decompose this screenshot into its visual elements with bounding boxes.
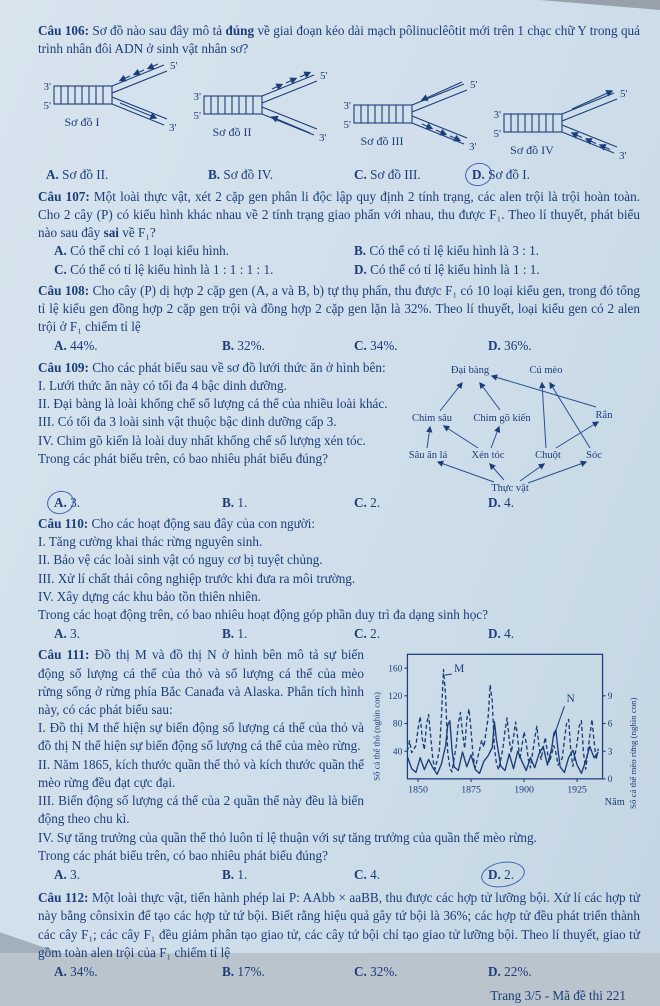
question-107-options	[38, 242, 640, 278]
question-112-statement: Câu 112: Một loài thực vật, tiến hành phép lai P: AAbb × aaBB, thu được các hợp tử lưỡng bội. Xử lí các hợp tử này bằng cônsixin để tạo các hợp tử tứ bội. Biết rằng hiệu quả gây tứ bội là 36%; các hợp tử đều phát triển thành các cây F₁; các cây F₁ đều giảm phân tạo giao tử, các cây tứ bội chỉ tạo giao tử lưỡng bội. Theo lí thuyết, giao tử gồm toàn alen trội của F₁ chiếm tỉ lệ	[38, 890, 640, 960]
option-b: B. 1.	[222, 626, 248, 642]
question-112-options	[38, 963, 640, 981]
option-d-circled: D. 2.	[488, 866, 640, 884]
replication-fork-svg-1	[38, 60, 188, 144]
food-web-svg	[398, 361, 638, 493]
svg-text:6: 6	[607, 719, 613, 730]
option-c: C. 2.	[354, 626, 381, 642]
svg-text:9: 9	[607, 692, 613, 703]
svg-text:1925: 1925	[567, 784, 587, 796]
question-109-text	[38, 359, 394, 493]
statement-list	[38, 533, 640, 606]
option-d-circled: D. Sơ đồ I.	[472, 167, 530, 183]
page-content	[0, 14, 660, 1006]
answer-circle-mark: A.	[54, 494, 67, 510]
option-b: B. 32%.	[222, 338, 265, 354]
svg-text:N: N	[566, 693, 575, 706]
question-label: Câu 108:	[38, 282, 90, 298]
question-108	[38, 282, 640, 356]
node-plants: Thực vật	[491, 482, 529, 494]
strand-label: 5'	[43, 100, 51, 113]
option-c: C. 32%.	[354, 964, 398, 980]
strand-label: 3'	[43, 81, 51, 94]
svg-text:120: 120	[388, 692, 403, 703]
bold-keyword: đúng	[225, 23, 255, 38]
option-a: A. 3.	[54, 867, 81, 882]
strand-label: 5'	[193, 110, 201, 123]
question-109-options	[38, 494, 640, 512]
question-label: Câu 110:	[38, 515, 89, 531]
replication-fork-svg-3	[338, 79, 488, 163]
food-web-diagram	[398, 359, 640, 493]
node-mouse: Chuột	[535, 449, 561, 461]
statement-iii: III. Biến động số lượng cá thể của 2 quần thể này đều là biến động theo chu kì.	[38, 793, 364, 827]
statement-list	[38, 377, 394, 450]
statement-ii: II. Bảo vệ các loài sinh vật có nguy cơ bị tuyệt chủng.	[38, 552, 323, 568]
page-footer: Trang 3/5 - Mã đề thi 221	[490, 988, 626, 1004]
option-c: C. Có thể có tỉ lệ kiểu hình là 1 : 1 : 1 : 1.	[54, 261, 274, 277]
node-eagle: Đại bàng	[450, 364, 490, 376]
dna-fork-diagram-3	[338, 79, 488, 172]
node-squirrel: Sóc	[586, 449, 602, 461]
option-c: C. Sơ đồ III.	[354, 167, 421, 183]
question-107	[38, 188, 640, 279]
option-d: D. 4.	[488, 626, 515, 642]
question-label: Câu 112:	[38, 890, 89, 906]
statement-iv: IV. Xây dựng các khu bảo tồn thiên nhiên.	[38, 588, 261, 604]
option-b: B. 1.	[222, 867, 248, 882]
svg-text:80: 80	[392, 719, 403, 730]
question-109-statement: Câu 109: Cho các phát biểu sau về sơ đồ lưới thức ăn ở hình bên:	[38, 359, 386, 375]
statement-iv: IV. Chim gõ kiến là loài duy nhất khống chế số lượng xén tóc.	[38, 432, 366, 448]
dna-fork-diagrams	[38, 60, 640, 172]
svg-text:Năm: Năm	[604, 797, 625, 809]
statement-i: I. Đồ thị M thể hiện sự biến động số lượng cá thể của thỏ và đồ thị N thể hiện sự biến động số lượng cá thể của mèo rừng.	[38, 720, 364, 754]
strand-label: 3'	[619, 150, 627, 163]
question-label: Câu 111:	[38, 647, 90, 663]
strand-label: 3'	[193, 91, 201, 104]
node-owl: Cú mèo	[529, 364, 563, 376]
question-109	[38, 359, 640, 512]
svg-text:160: 160	[388, 664, 403, 675]
dna-fork-diagram-1	[38, 60, 188, 172]
option-c: C. 4.	[354, 867, 381, 882]
population-chart-svg	[370, 646, 640, 810]
option-c: C. 2.	[354, 494, 381, 510]
node-woodpecker: Chim gõ kiến	[473, 412, 531, 424]
strand-label: 5'	[320, 70, 328, 83]
photo-background-corner	[540, 0, 660, 10]
strand-label: 3'	[343, 100, 351, 113]
node-longhorn-beetle: Xén tóc	[471, 449, 505, 461]
diagram-caption: Sơ đồ IV	[510, 143, 554, 158]
statement-iii: III. Xử lí chất thải công nghiệp trước khi đưa ra môi trường.	[38, 570, 356, 586]
statement-ii: II. Đại bàng là loài khống chế số lượng cá thể của nhiều loài khác.	[38, 396, 388, 412]
question-112	[38, 889, 640, 981]
question-106	[38, 22, 640, 185]
diagram-caption: Sơ đồ III	[360, 134, 404, 149]
question-106-statement: Câu 106: Sơ đồ nào sau đây mô tả đúng về giai đoạn kéo dài mạch pôlinuclêôtit mới trên 1 chạc chữ Y trong quá trình nhân đôi ADN ở sinh vật nhân sơ?	[38, 23, 641, 57]
strand-label: 5'	[470, 79, 478, 92]
strand-label: 5'	[493, 128, 501, 141]
question-label: Câu 106:	[38, 23, 89, 38]
question-110	[38, 515, 640, 644]
option-d: D. 22%.	[488, 964, 532, 980]
option-a: A. 44%.	[54, 338, 98, 354]
svg-text:1900: 1900	[514, 784, 534, 796]
question-110-statement: Câu 110: Cho các hoạt động sau đây của con người:	[38, 515, 316, 531]
statement-iii: III. Có tối đa 3 loài sinh vật thuộc bậc dinh dưỡng cấp 3.	[38, 414, 337, 430]
answer-circle-mark: D.	[472, 167, 485, 183]
strand-label: 3'	[169, 122, 177, 135]
option-d: D. 36%.	[488, 338, 532, 354]
diagram-caption: Sơ đồ I	[64, 115, 100, 130]
strand-label: 3'	[493, 109, 501, 122]
question-111-statement: Câu 111: Đồ thị M và đồ thị N ở hình bên mô tả sự biến động số lượng cá thể của thỏ và số lượng cá thể của mèo rừng sống ở rừng phía Bắc Canađa và Alaska. Phân tích hình này, có các phát biểu sau:	[38, 647, 364, 718]
option-b: B. Sơ đồ IV.	[208, 167, 273, 183]
question-109-prompt: Trong các phát biểu trên, có bao nhiêu phát biểu đúng?	[38, 450, 328, 466]
strand-label: 5'	[343, 119, 351, 132]
option-b: B. Có thể có tỉ lệ kiểu hình là 3 : 1.	[354, 243, 539, 259]
question-111	[38, 646, 640, 886]
option-a: A. 3.	[54, 626, 81, 642]
svg-text:40: 40	[392, 747, 403, 758]
strand-label: 3'	[319, 132, 327, 145]
option-b: B. 1.	[222, 494, 248, 510]
svg-text:0: 0	[607, 775, 613, 786]
question-107-statement: Câu 107: Một loài thực vật, xét 2 cặp gen phân li độc lập quy định 2 tính trạng, các alen trội là trội hoàn toàn. Cho 2 cây (P) có kiểu hình khác nhau về 2 tính trạng giao phấn với nhau, thu được F₁. Theo lí thuyết, phát biểu nào sau đây sai về F₁?	[38, 188, 640, 241]
svg-text:Số cá thể thỏ (nghìn con): Số cá thể thỏ (nghìn con)	[371, 692, 382, 782]
replication-fork-svg-2	[188, 70, 338, 154]
svg-text:3: 3	[607, 747, 613, 758]
option-a: A. Sơ đồ II.	[46, 167, 109, 183]
svg-text:1850: 1850	[408, 784, 428, 796]
svg-text:1875: 1875	[461, 784, 481, 796]
option-a: A. 34%.	[54, 964, 98, 980]
question-110-options	[38, 625, 640, 643]
question-111-options	[38, 866, 640, 884]
svg-text:Số cá thể mèo rừng (nghìn con): Số cá thể mèo rừng (nghìn con)	[627, 697, 638, 810]
question-108-options	[38, 337, 640, 355]
option-c: C. 34%.	[354, 338, 398, 354]
svg-text:M: M	[454, 663, 465, 676]
strand-label: 5'	[170, 60, 178, 73]
question-106-options	[38, 166, 640, 184]
option-d: D. 4.	[488, 494, 515, 510]
bold-keyword: sai	[103, 225, 119, 241]
option-a-circled: A. 3.	[54, 494, 81, 510]
question-label: Câu 107:	[38, 188, 90, 204]
replication-fork-svg-4	[488, 88, 638, 172]
option-b: B. 17%.	[222, 964, 265, 980]
strand-label: 5'	[620, 88, 628, 101]
diagram-caption: Sơ đồ II	[212, 125, 252, 140]
option-a: A. Có thể chỉ có 1 loại kiểu hình.	[54, 243, 230, 259]
statement-i: I. Lưới thức ăn này có tối đa 4 bậc dinh dưỡng.	[38, 377, 287, 393]
question-109-layout	[38, 359, 640, 493]
question-111-prompt: Trong các phát biểu trên, có bao nhiêu phát biểu đúng?	[38, 847, 328, 863]
question-108-statement: Câu 108: Cho cây (P) dị hợp 2 cặp gen (A, a và B, b) tự thụ phấn, thu được F₁ có 10 loại kiểu gen, trong đó tổng tỉ lệ kiểu gen đồng hợp 2 cặp gen trội và đồng hợp 2 cặp gen lặn là 32%. Theo lí thuyết, loại kiểu gen có 2 alen trội ở F₁ chiếm tỉ lệ	[38, 282, 641, 335]
option-d: D. Có thể có tỉ lệ kiểu hình là 1 : 1.	[354, 261, 540, 277]
answer-circle-mark: D.	[488, 867, 501, 882]
statement-ii: II. Năm 1865, kích thước quần thể thỏ và kích thước quần thể mèo rừng đều đạt cực đại.	[38, 756, 364, 790]
dna-fork-diagram-4	[488, 88, 638, 172]
node-warbler: Chim sâu	[412, 412, 452, 424]
statement-i: I. Tăng cường khai thác rừng nguyên sinh.	[38, 534, 263, 550]
node-leaf-caterpillar: Sâu ăn lá	[408, 449, 448, 461]
question-label: Câu 109:	[38, 359, 89, 375]
question-110-prompt: Trong các hoạt động trên, có bao nhiêu hoạt động góp phần duy trì đa dạng sinh học?	[38, 606, 488, 622]
strand-label: 3'	[469, 141, 477, 154]
statement-iv: IV. Sự tăng trưởng của quần thể thỏ luôn tỉ lệ thuận với sự tăng trưởng của quần thể mèo rừng.	[38, 829, 537, 845]
node-snake: Rắn	[595, 409, 613, 421]
population-chart	[370, 646, 640, 810]
dna-fork-diagram-2	[188, 70, 338, 172]
